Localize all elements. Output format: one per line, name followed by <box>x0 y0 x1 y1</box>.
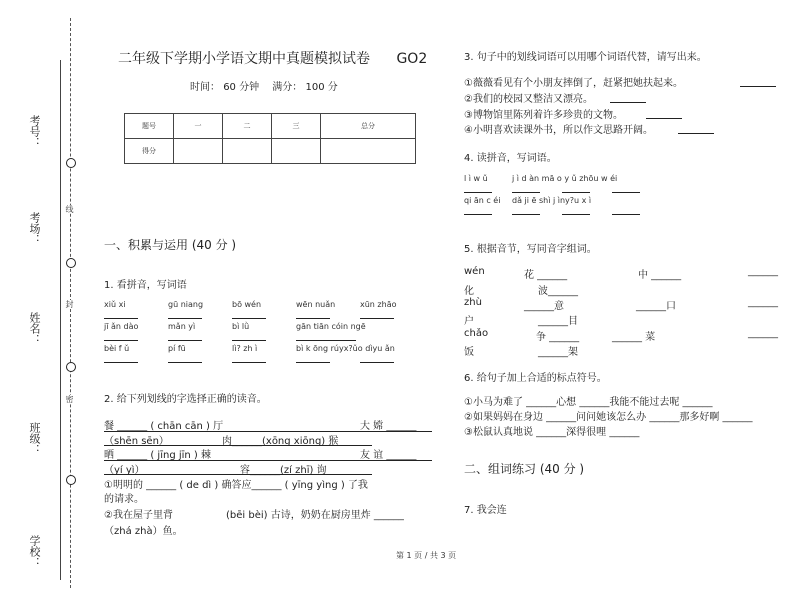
exam-meta <box>190 78 338 93</box>
pinyin: gān tiān cóin ngē <box>296 322 366 331</box>
q3-item: ④小明喜欢读课外书，所以作文思路开阔。 <box>464 125 653 136</box>
q2-word: 友 谊 ______ <box>360 450 417 461</box>
pinyin: mǎn yì <box>168 322 196 331</box>
score-input-cell[interactable] <box>174 139 223 164</box>
answer-blank[interactable] <box>512 192 540 193</box>
q3-item: ①薇薇看见有个小朋友摔倒了，赶紧把她扶起来。 <box>464 78 683 89</box>
field-school: 学校： <box>28 535 41 568</box>
q2-line: 晒 ______ ( jīng jīn ) 棘 <box>104 450 212 461</box>
q5-cell: ______ <box>748 328 778 339</box>
pinyin: bì lǜ <box>232 322 250 331</box>
q2-line: 容______(zí zhī) 询 <box>240 465 327 476</box>
answer-blank[interactable] <box>512 214 540 215</box>
answer-blank[interactable] <box>740 86 776 87</box>
q5-cell: 花 ______ <box>524 270 568 281</box>
answer-blank[interactable] <box>464 214 492 215</box>
q2-line: ②我在屋子里背 <box>104 510 173 521</box>
score-cell: 得分 <box>125 139 174 164</box>
section-1-heading: 一、积累与运用 (40 分 ) <box>104 238 237 252</box>
binding-hole <box>66 258 76 268</box>
q6-item: ①小马为难了 ______心想 ______我能不能过去呢 ______ <box>464 397 713 408</box>
answer-blank[interactable] <box>104 340 138 341</box>
answer-blank[interactable] <box>232 362 266 363</box>
q2-line: (bēi bèi) 古诗，奶奶在厨房里炸 ______ <box>226 510 404 521</box>
answer-blank[interactable] <box>612 192 640 193</box>
q6-item: ②如果妈妈在身边 ______问问她该怎么办 ______那多好啊 ______ <box>464 412 753 423</box>
q5-title: 5. 根据音节，写同音字组词。 <box>464 244 597 255</box>
answer-blank[interactable] <box>610 102 646 103</box>
score-cell: 二 <box>223 114 272 139</box>
time-value: 60 分钟 <box>223 82 260 93</box>
q5-syllable: zhù <box>464 297 482 308</box>
answer-blank[interactable] <box>168 340 202 341</box>
answer-blank[interactable] <box>296 362 330 363</box>
q5-cell: 波______ <box>538 286 578 297</box>
answer-blank[interactable] <box>296 340 356 341</box>
q6-title: 6. 给句子加上合适的标点符号。 <box>464 373 607 384</box>
pinyin: dǎ ji ē shì j ìny?u x ì <box>512 196 592 205</box>
pinyin: bèi f ǔ <box>104 344 130 353</box>
q5-cell: 争 ______ <box>536 332 580 343</box>
q4-title: 4. 读拼音，写词语。 <box>464 153 557 164</box>
score-input-cell[interactable] <box>321 139 416 164</box>
field-exam-number: 考号： <box>28 115 41 148</box>
q2-line: （shēn sēn） <box>104 436 169 447</box>
binding-solid-line <box>60 60 61 580</box>
answer-blank[interactable] <box>678 133 714 134</box>
answer-blank[interactable] <box>360 362 394 363</box>
answer-blank[interactable] <box>232 318 266 319</box>
q2-title: 2. 给下列划线的字选择正确的读音。 <box>104 394 267 405</box>
title-text: 二年级下学期小学语文期中真题模拟试卷 <box>118 51 370 67</box>
q3-item: ②我们的校园又整洁又漂亮。 <box>464 94 593 105</box>
binding-hole <box>66 362 76 372</box>
q5-char: 户 <box>464 316 474 327</box>
score-table <box>124 113 416 164</box>
q7-title: 7. 我会连 <box>464 505 507 516</box>
q5-cell: ______意 <box>524 301 564 312</box>
answer-blank[interactable] <box>464 192 492 193</box>
answer-blank[interactable] <box>646 118 682 119</box>
q5-cell: ______ <box>748 266 778 277</box>
pinyin: pí fū <box>168 344 186 353</box>
q5-cell: ______口 <box>636 301 676 312</box>
field-name: 姓名： <box>28 312 41 345</box>
q2-line: （zhá zhà）鱼。 <box>104 526 183 537</box>
q5-syllable: wén <box>464 266 485 277</box>
pinyin: bì k ōng rúyx?ǔo dìyu ǎn <box>296 344 395 353</box>
q5-cell: ______ 菜 <box>612 332 656 343</box>
binding-hole <box>66 158 76 168</box>
q5-char: 化 <box>464 286 474 297</box>
field-class: 班级： <box>28 422 41 455</box>
score-input-cell[interactable] <box>272 139 321 164</box>
score-value: 100 分 <box>305 82 338 93</box>
title-code: GO2 <box>396 51 428 67</box>
q3-title: 3. 句子中的划线词语可以用哪个词语代替，请写出来。 <box>464 52 707 63</box>
answer-blank[interactable] <box>562 192 590 193</box>
pinyin: gū niang <box>168 300 204 309</box>
time-label: 时间： <box>190 82 220 93</box>
seal-seal-label: 封 <box>65 300 74 308</box>
q2-line: 肉______(xōng xiōng) 猴 <box>222 436 339 447</box>
page-title <box>118 48 427 68</box>
pinyin: qi ān c éi <box>464 196 501 205</box>
answer-blank[interactable] <box>232 340 266 341</box>
pinyin: wēn nuǎn <box>296 300 336 309</box>
answer-blank[interactable] <box>104 318 138 319</box>
answer-blank[interactable] <box>168 362 202 363</box>
q6-item: ③松鼠认真地说 ______深得很哩 ______ <box>464 427 640 438</box>
score-cell: 总分 <box>321 114 416 139</box>
q5-cell: ______目 <box>538 316 578 327</box>
q3-item: ③博物馆里陈列着许多珍贵的文物。 <box>464 110 623 121</box>
score-cell: 题号 <box>125 114 174 139</box>
section-2-heading: 二、组词练习 (40 分 ) <box>464 462 585 476</box>
pinyin: xiǔ xi <box>104 300 126 309</box>
page-footer: 第 1 页 / 共 3 页 <box>396 551 457 560</box>
pinyin: xūn zhāo <box>360 300 397 309</box>
score-cell: 三 <box>272 114 321 139</box>
seal-line-label: 线 <box>65 205 74 213</box>
score-table-header-row <box>125 114 416 139</box>
q5-syllable: chǎo <box>464 328 489 339</box>
score-table-score-row <box>125 139 416 164</box>
answer-blank[interactable] <box>104 362 138 363</box>
q2-rule <box>104 474 372 475</box>
q1-title: 1. 看拼音，写词语 <box>104 280 187 291</box>
pinyin: l ì w ǔ <box>464 174 488 183</box>
q5-cell: ______架 <box>538 347 578 358</box>
seal-secret-label: 密 <box>65 395 74 403</box>
answer-blank[interactable] <box>612 214 640 215</box>
answer-blank[interactable] <box>360 318 394 319</box>
answer-blank[interactable] <box>562 214 590 215</box>
answer-blank[interactable] <box>168 318 202 319</box>
score-cell: 一 <box>174 114 223 139</box>
score-label: 满分： <box>272 82 303 93</box>
pinyin: bō wén <box>232 300 262 309</box>
q2-line: ①明明的 ______ ( de dì ) 确答应______ ( yīng yìng ) 了我 <box>104 480 368 491</box>
answer-blank[interactable] <box>296 318 330 319</box>
q2-line: （yí yì） <box>104 465 145 476</box>
q5-cell: 中 ______ <box>638 270 682 281</box>
q2-word: 大 嫦 ______ <box>360 421 417 432</box>
field-exam-room: 考场： <box>28 212 41 245</box>
q2-line: 餐 ______ ( chān cān ) 厅 <box>104 421 224 432</box>
q5-cell: ______ <box>748 297 778 308</box>
pinyin: jī ǎn dào <box>104 322 139 331</box>
q5-char: 饭 <box>464 347 474 358</box>
score-input-cell[interactable] <box>223 139 272 164</box>
pinyin: lì? zh ì <box>232 344 258 353</box>
binding-hole <box>66 475 76 485</box>
pinyin: j ì d àn mā o y ǔ zhōu w éi <box>512 174 618 183</box>
q2-line: 的请求。 <box>104 494 144 505</box>
